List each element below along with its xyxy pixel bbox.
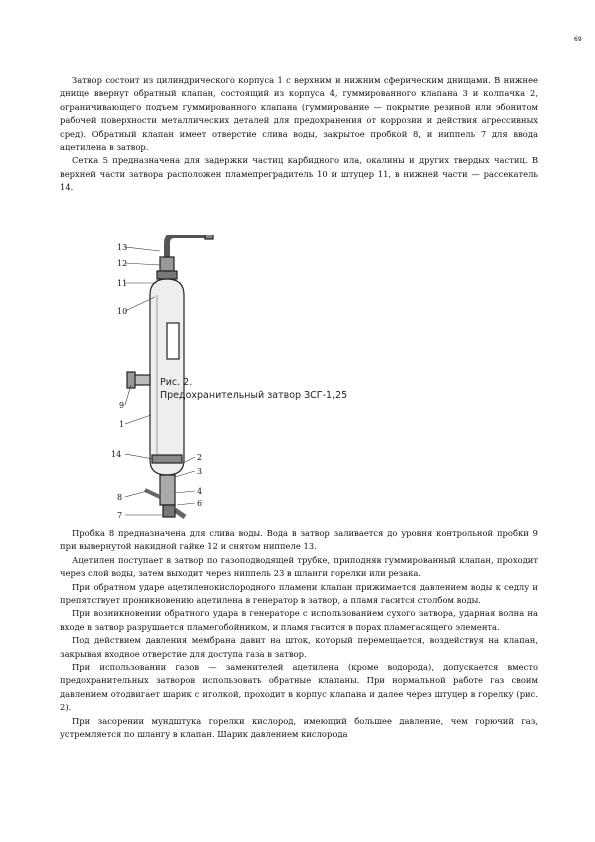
paragraph: При засорении мундштука горелки кислород, имеющий большее давление, чем горючий газ, устремляется по шлангу в клапан. Шарик давлением кислорода — [60, 715, 538, 740]
figure-label: 13 — [117, 243, 128, 252]
paragraph: Под действием давления мембрана давит на шток, который перемещается, воздействуя на клапан, закрывая входное отверстие для доступа газа в затвор. — [60, 635, 538, 659]
paragraph: Пробка 8 предназначена для слива воды. Вода в затвор заливается до уровня контрольной пробки 9 при вывернутой накидной гайке 12 и снятом ниппеле 13. — [60, 528, 538, 552]
top-text-block — [60, 74, 538, 195]
figure-caption — [160, 376, 347, 402]
paragraph: Ацетилен поступает в затвор по газоподводящей трубке, приподняв гуммированный клапан, проходит через слой воды, затем выходит через ниппель 23 в шланги горелки или резака. — [60, 554, 538, 579]
paragraph: Сетка 5 предназначена для задержки частиц карбидного ила, окалины и других твердых частиц. В верхней части затвора расположен пламепреградитель 10 и штуцер 11, в нижней части — рассекатель 14. — [60, 155, 538, 193]
paragraph: При использовании газов — заменителей ацетилена (кроме водорода), допускается вместо предохранительных затворов использовать обратные клапаны. При нормальной работе газ своим давлением отодвигает шарик с иголкой, проходит в корпус клапана и далее через штуцер в горелку (рис. 2). — [60, 662, 538, 713]
figure-label: 12 — [117, 259, 128, 268]
figure-label: 2 — [197, 453, 203, 462]
figure-label: 6 — [197, 499, 203, 508]
figure-label: 1 — [119, 420, 125, 429]
figure-label: 11 — [117, 279, 128, 288]
figure-label: 10 — [117, 307, 128, 316]
caption-number: Рис. 2. — [160, 377, 193, 388]
bottom-text-block — [60, 527, 538, 742]
page-number: 69 — [574, 36, 582, 43]
caption-title: Предохранительный затвор ЗСГ-1,25 — [160, 390, 348, 401]
paragraph: При возникновении обратного удара в генераторе с использованием сухого затвора, ударная волна на входе в затвор разрушается пламегобойником, и пламя гасится в порах пламегасящего элемента. — [60, 608, 538, 632]
figure-label: 7 — [117, 511, 123, 520]
figure-label: 8 — [117, 493, 123, 502]
figure-label: 3 — [197, 467, 203, 476]
figure-label: 9 — [119, 401, 125, 410]
paragraph: Затвор состоит из цилиндрического корпуса 1 с верхним и нижним сферическим днищами. В нижнее днище ввернут обратный клапан, состоящий из корпуса 4, гуммированного клапана 3 и колпачка 2, ограничивающего подъем гуммированного клапана (гуммирование — покрытие резиной или эбонитом рабочей поверхности металлических деталей для предохранения от коррозии и действия агрессивных сред). Обратный клапан имеет отверстие слива воды, закрытое пробкой 8, и ниппель 7 для ввода ацетилена в затвор. — [60, 75, 538, 153]
paragraph: При обратном ударе ацетиленокислородного пламени клапан прижимается давлением воды к седлу и препятствует проникновению ацетилена в генератор в затвор, а пламя гасится столбом воды. — [60, 581, 538, 606]
figure-label: 14 — [111, 450, 122, 459]
figure-label: 4 — [197, 487, 203, 496]
